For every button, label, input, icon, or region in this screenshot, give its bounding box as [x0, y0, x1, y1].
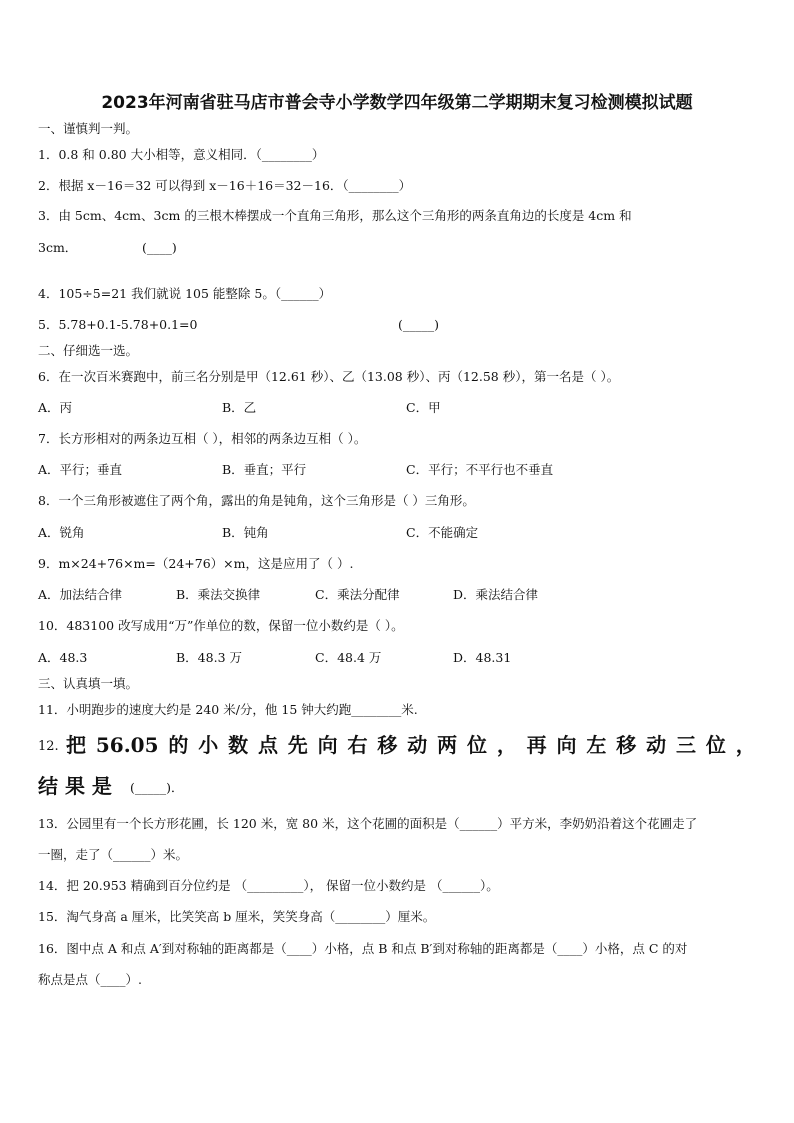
question-9-option-b: B．乘法交换律: [176, 587, 261, 602]
question-10-option-d: D．48.31: [453, 650, 512, 665]
section-heading-choose: 二、仔细选一选。: [38, 343, 139, 358]
question-4: 4．105÷5=21 我们就说 105 能整除 5。（______）: [38, 286, 332, 301]
question-12-blank: (_____)．: [130, 780, 184, 795]
question-10-option-b: B．48.3 万: [176, 650, 242, 665]
question-13-line-1: 13．公园里有一个长方形花圃，长 120 米，宽 80 米，这个花圃的面积是（______）平方米，李奶奶沿着这个花圃走了: [38, 816, 698, 831]
question-12-token: 动: [646, 733, 667, 757]
question-9-option-c: C．乘法分配律: [315, 587, 400, 602]
page-title: 2023年河南省驻马店市普会寺小学数学四年级第二学期期末复习检测模拟试题: [101, 93, 693, 113]
question-7-option-b: B．垂直；平行: [222, 462, 307, 477]
question-12-number: 12.: [38, 739, 59, 754]
question-12-token: 两: [437, 733, 458, 757]
question-13-line-2: 一圈，走了（______）米。: [38, 847, 189, 862]
question-8-option-b: B．钝角: [222, 525, 269, 540]
question-15: 15．淘气身高 a 厘米，比笑笑高 b 厘米，笑笑身高（________）厘米。: [38, 909, 436, 924]
question-6-option-a: A．丙: [38, 400, 73, 415]
question-12-token: 再: [526, 733, 547, 757]
question-12-line-1: [66, 733, 756, 757]
question-12-token: 点: [257, 733, 278, 757]
question-12-token: 的: [168, 733, 189, 757]
question-12-token: ，: [735, 733, 756, 757]
question-7-option-c: C．平行；不平行也不垂直: [406, 462, 554, 477]
question-12-token: 移: [616, 733, 637, 757]
question-5: 5．5.78+0.1-5.78+0.1=0: [38, 317, 198, 332]
question-6-option-c: C．甲: [406, 400, 441, 415]
question-8-option-c: C．不能确定: [406, 525, 479, 540]
question-12-token: 先: [287, 733, 308, 757]
question-7-option-a: A．平行；垂直: [38, 462, 123, 477]
question-12-token: 向: [556, 733, 577, 757]
question-12-token: 位: [705, 733, 726, 757]
question-3-line-1: 3．由 5cm、4cm、3cm 的三根木棒摆成一个直角三角形，那么这个三角形的两条直角边的长度是 4cm 和: [38, 208, 632, 223]
question-9-option-d: D．乘法结合律: [453, 587, 539, 602]
question-2: 2．根据 x－16＝32 可以得到 x－16＋16＝32－16．（________）: [38, 178, 412, 193]
section-heading-fill: 三、认真填一填。: [38, 676, 139, 691]
question-9: 9．m×24+76×m=（24+76）×m，这是应用了（ ）.: [38, 556, 354, 571]
question-6-option-b: B．乙: [222, 400, 257, 415]
question-16-line-2: 称点是点（____）.: [38, 972, 142, 987]
question-12-token: 三: [675, 733, 696, 757]
question-9-option-a: A．加法结合律: [38, 587, 123, 602]
question-16-line-1: 16．图中点 A 和点 A′到对称轴的距离都是（____）小格，点 B 和点 B′到对称轴的距离都是（____）小格，点 C 的对: [38, 941, 688, 956]
question-8-option-a: A．锐角: [38, 525, 85, 540]
question-12-token: 位: [466, 733, 487, 757]
question-10-option-c: C．48.4 万: [315, 650, 382, 665]
question-12-token: 数: [228, 733, 249, 757]
question-7: 7．长方形相对的两条边互相（ ），相邻的两条边互相（ ）。: [38, 431, 367, 446]
question-10-option-a: A．48.3: [38, 650, 88, 665]
question-12-token: 动: [407, 733, 428, 757]
question-12-token: 向: [317, 733, 338, 757]
question-14: 14．把 20.953 精确到百分位约是 （_________）， 保留一位小数约是 （______）。: [38, 878, 499, 893]
question-12-token: 移: [377, 733, 398, 757]
question-3-line-2: 3cm．: [38, 240, 78, 255]
question-3-blank: (____): [142, 240, 177, 255]
question-12-token: 右: [347, 733, 368, 757]
question-10: 10．483100 改写成用“万”作单位的数，保留一位小数约是（ ）。: [38, 618, 404, 633]
question-12-token: 56.05: [95, 733, 159, 757]
question-6: 6．在一次百米赛跑中，前三名分别是甲（12.61 秒）、乙（13.08 秒）、丙（12.58 秒），第一名是（ ）。: [38, 369, 620, 384]
question-8: 8．一个三角形被遮住了两个角，露出的角是钝角，这个三角形是（ ）三角形。: [38, 493, 475, 508]
question-11: 11．小明跑步的速度大约是 240 米/分，他 15 钟大约跑________米.: [38, 702, 418, 717]
question-5-blank: (_____): [398, 317, 440, 332]
question-12-token: 左: [586, 733, 607, 757]
question-1: 1．0.8 和 0.80 大小相等，意义相同．（________）: [38, 147, 325, 162]
question-12-token: ，: [496, 733, 517, 757]
question-12-line-2: 结 果 是: [38, 774, 112, 798]
section-heading-judge: 一、谨慎判一判。: [38, 121, 139, 136]
question-12-token: 把: [66, 733, 86, 757]
question-12-token: 小: [198, 733, 219, 757]
